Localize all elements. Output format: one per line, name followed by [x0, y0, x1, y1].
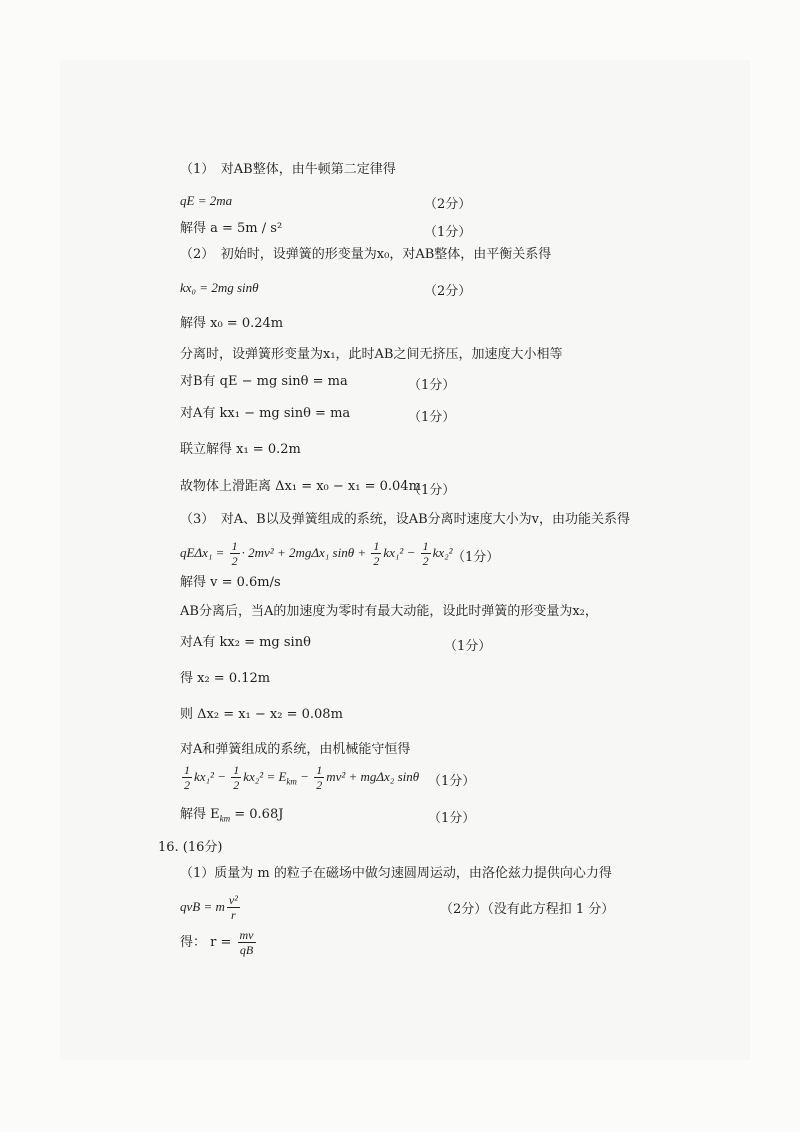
fraction-denominator: 2: [316, 778, 323, 792]
fraction: [371, 539, 381, 568]
fraction-denominator: 2: [373, 554, 380, 568]
fraction-numerator: mv: [239, 928, 254, 942]
equation-energy-part: kx₁² −: [383, 545, 419, 560]
score-label: （1分）: [408, 378, 456, 393]
fraction: [182, 763, 192, 792]
equation-x0: 解得 x₀ = 0.24m: [180, 316, 284, 331]
score-label: （1分）: [428, 811, 476, 826]
equation-x1: 联立解得 x₁ = 0.2m: [180, 442, 301, 457]
fraction-numerator: 1: [316, 763, 323, 777]
part2-heading: （2） 初始时，设弹簧的形变量为x₀，对AB整体，由平衡关系得: [180, 247, 552, 262]
equation-qE: qE = 2ma: [180, 193, 233, 208]
score-label: （1分）: [424, 225, 472, 240]
equation-conservation-part: kx₁² −: [194, 769, 230, 784]
fraction: [230, 539, 240, 568]
equation-a: 解得 a = 5m / s²: [180, 221, 283, 236]
text-after-separation: AB分离后，当A的加速度为零时有最大动能，设此时弹簧的形变量为x₂，: [180, 604, 598, 619]
equation-energy-part: · 2mv² + 2mgΔx₁ sinθ +: [241, 545, 370, 560]
equation-Ekm-part: 解得 E: [180, 807, 220, 822]
score-label: （2分）: [424, 284, 472, 299]
subscript: km: [219, 813, 231, 824]
fraction-numerator: 1: [233, 763, 240, 777]
fraction-numerator: 1: [422, 539, 429, 553]
text-separation: 分离时，设弹簧形变量为x₁，此时AB之间无挤压，加速度大小相等: [180, 347, 563, 362]
equation-dx2: 则 Δx₂ = x₁ − x₂ = 0.08m: [180, 707, 343, 722]
equation-Ekm: [180, 805, 283, 829]
equation-conservation: [180, 762, 419, 797]
score-label: （2分）: [424, 197, 472, 212]
equation-conservation-part: kx₂² = E: [243, 769, 287, 784]
fraction: [231, 763, 241, 792]
score-label: （1分）: [428, 774, 476, 789]
equation-B: 对B有 qE − mg sinθ = ma: [180, 374, 348, 389]
equation-conservation-part: −: [296, 769, 313, 784]
fraction-denominator: 2: [422, 554, 429, 568]
score-label: （2分）（没有此方程扣 1 分）: [440, 902, 615, 917]
fraction-denominator: 2: [233, 778, 240, 792]
equation-v: 解得 v = 0.6m/s: [180, 575, 281, 590]
equation-energy-part: kx₂²: [432, 545, 453, 560]
fraction: [238, 928, 256, 957]
fraction-denominator: r: [231, 908, 236, 922]
fraction-denominator: qB: [239, 943, 254, 957]
fraction-numerator: 1: [373, 539, 380, 553]
equation-r: [180, 926, 258, 960]
fraction: [314, 763, 324, 792]
part1-heading: （1） 对AB整体，由牛顿第二定律得: [180, 162, 396, 177]
score-label: （1分）: [408, 410, 456, 425]
fraction-numerator: 1: [184, 763, 190, 777]
equation-Ekm-part: = 0.68J: [230, 807, 284, 822]
score-label: （1分）: [408, 483, 456, 498]
part3-heading: （3） 对A、B以及弹簧组成的系统，设AB分离时速度大小为v，由功能关系得: [180, 512, 630, 527]
fraction-denominator: 2: [231, 554, 238, 568]
score-label: （1分）: [444, 639, 492, 654]
question-16-heading: 16. (16分): [158, 840, 223, 855]
equation-r-part: 得： r =: [180, 935, 236, 950]
equation-kx2: 对A有 kx₂ = mg sinθ: [180, 635, 311, 650]
fraction: [421, 539, 431, 568]
equation-A: 对A有 kx₁ − mg sinθ = ma: [180, 406, 351, 421]
question-16-part1: （1）质量为 m 的粒子在磁场中做匀速圆周运动，由洛伦兹力提供向心力得: [180, 866, 612, 881]
equation-qvB-part: qvB = m: [180, 899, 225, 914]
fraction: [227, 893, 240, 922]
equation-energy: [180, 538, 453, 569]
fraction-denominator: 2: [184, 778, 190, 792]
fraction-numerator: v²: [228, 893, 238, 907]
equation-dx1: 故物体上滑距离 Δx₁ = x₀ − x₁ = 0.04m: [180, 479, 421, 494]
equation-energy-part: qEΔx₁ =: [180, 545, 228, 560]
equation-x2: 得 x₂ = 0.12m: [180, 671, 271, 686]
equation-conservation-part: mv² + mgΔx₂ sinθ: [326, 769, 420, 784]
text-mechanical-energy: 对A和弹簧组成的系统，由机械能守恒得: [180, 742, 411, 757]
fraction-numerator: 1: [231, 539, 238, 553]
equation-qvB: [180, 890, 242, 925]
subscript: km: [286, 776, 297, 787]
score-label: （1分）: [452, 550, 500, 565]
equation-kx0: kx₀ = 2mg sinθ: [180, 280, 259, 295]
